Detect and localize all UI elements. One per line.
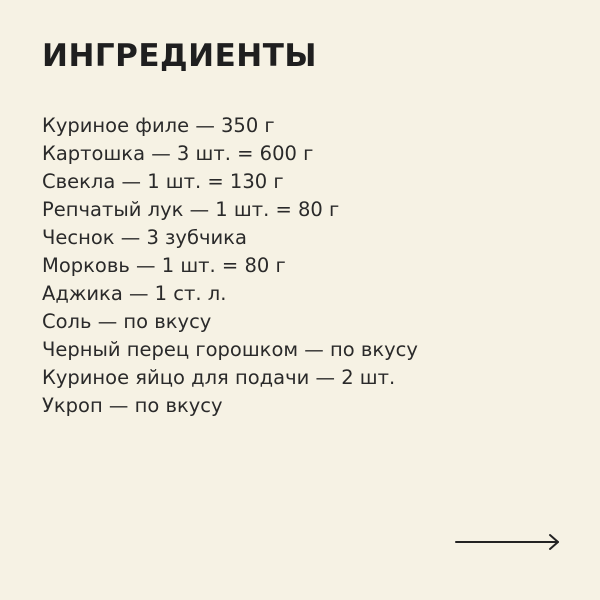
- list-item: Соль — по вкусу: [42, 310, 212, 333]
- list-item: Морковь — 1 шт. = 80 г: [42, 254, 286, 277]
- list-item: Куриное филе — 350 г: [42, 114, 275, 137]
- ingredient-list: [42, 112, 418, 420]
- list-item: Репчатый лук — 1 шт. = 80 г: [42, 198, 340, 221]
- list-item: Аджика — 1 ст. л.: [42, 282, 227, 305]
- page-title: ИНГРЕДИЕНТЫ: [42, 38, 317, 74]
- list-item: Куриное яйцо для подачи — 2 шт.: [42, 366, 396, 389]
- list-item: Картошка — 3 шт. = 600 г: [42, 142, 314, 165]
- list-item: Укроп — по вкусу: [42, 394, 223, 417]
- list-item: Свекла — 1 шт. = 130 г: [42, 170, 284, 193]
- arrow-right-icon[interactable]: [454, 531, 564, 553]
- list-item: Чеснок — 3 зубчика: [42, 226, 247, 249]
- list-item: Черный перец горошком — по вкусу: [42, 338, 418, 361]
